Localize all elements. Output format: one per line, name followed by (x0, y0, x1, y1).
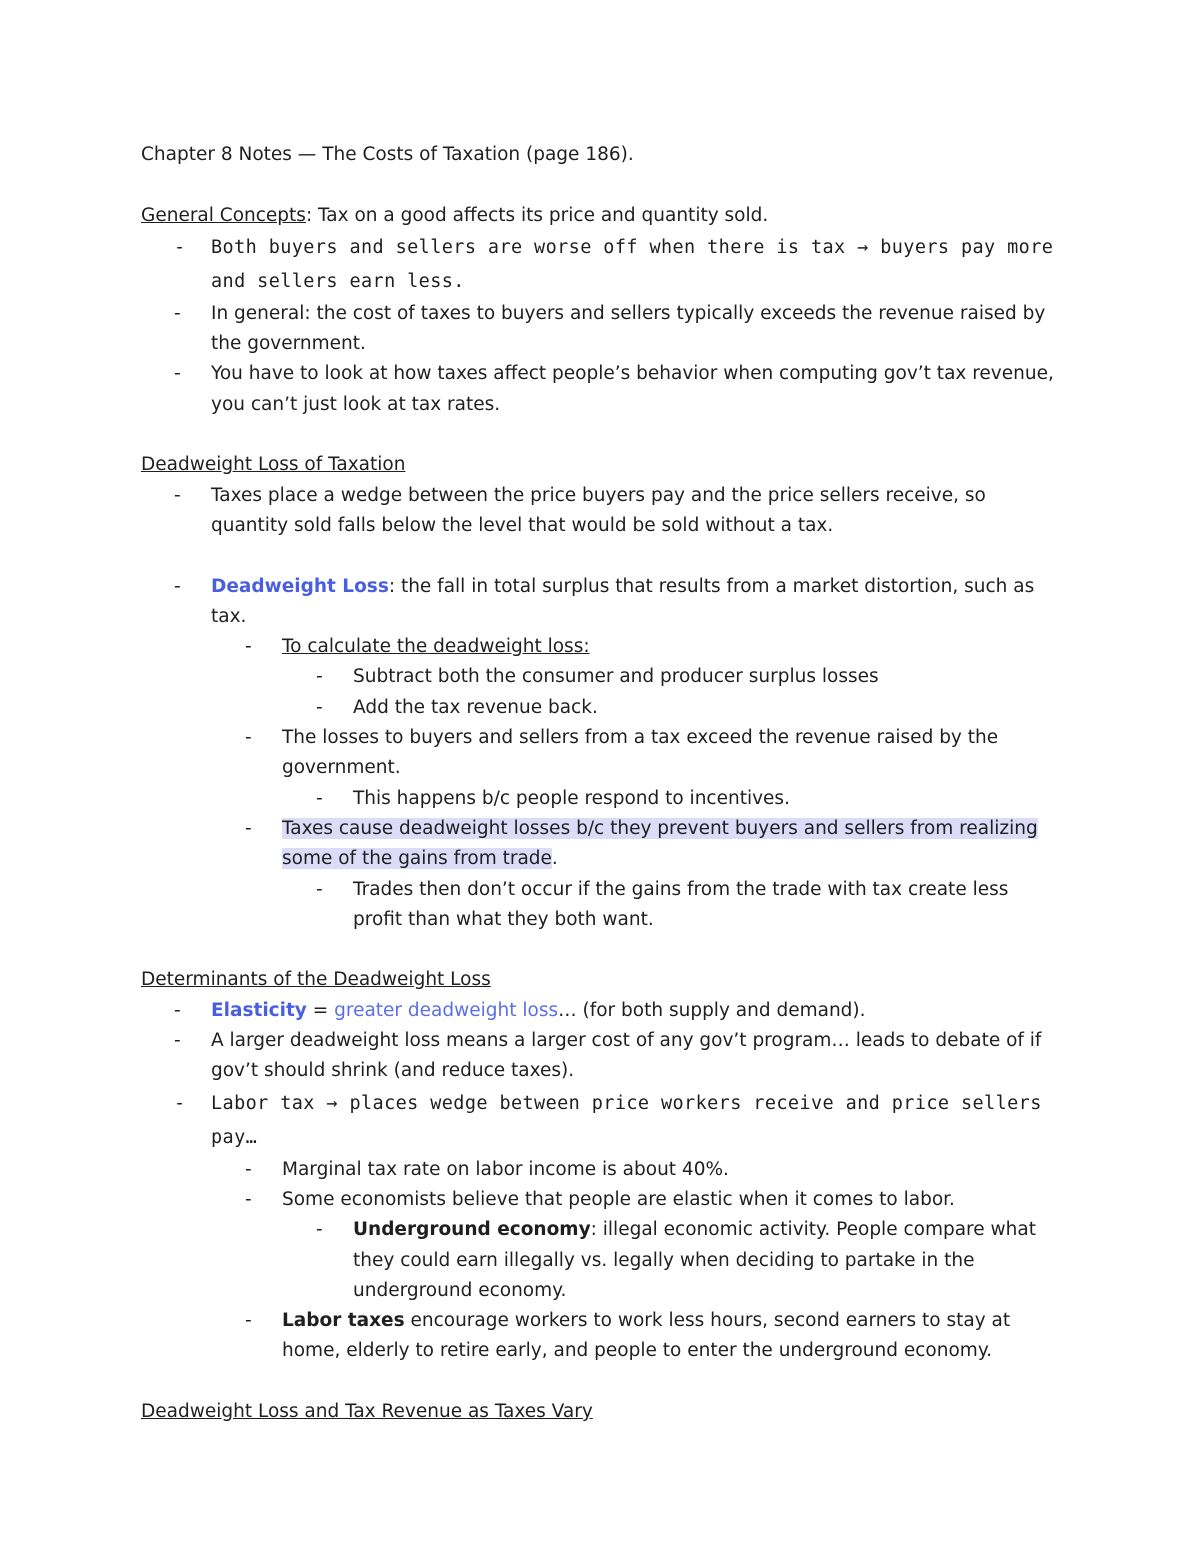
highlighted-text: Taxes cause deadweight losses b/c they prevent buyers and sellers from realizing some of the gains from trade (282, 817, 1038, 870)
list-item-text: . (551, 848, 558, 870)
labor-taxes-text: encourage workers to work less hours, second earners to stay at home, elderly to retire early, and people to enter the underground economy. (282, 1310, 1011, 1362)
elasticity-term: Elasticity (211, 999, 307, 1021)
list-item (141, 693, 1061, 723)
notes-page (141, 140, 1061, 1427)
equals-sign: = (306, 999, 335, 1021)
bullet-dash: - (316, 1219, 323, 1241)
bullet-dash: - (174, 236, 186, 258)
list-item (141, 996, 1061, 1026)
bullet-dash: - (174, 1030, 181, 1052)
general-concepts-line (141, 201, 1061, 231)
list-item-text: Add the tax revenue back. (353, 696, 598, 718)
list-item-text: Some economists believe that people are elastic when it comes to labor. (282, 1188, 955, 1210)
list-item (141, 299, 1061, 360)
list-item-text: Both buyers and sellers are worse off when there is tax → buyers pay more and sellers earn less. (211, 236, 1054, 292)
list-item (141, 1306, 1061, 1367)
deadweight-loss-term: Deadweight Loss (211, 575, 389, 597)
bullet-dash: - (316, 878, 323, 900)
list-item (141, 723, 1061, 784)
general-concepts-heading: General Concepts (141, 204, 306, 226)
list-item (141, 1215, 1061, 1306)
list-item (141, 1026, 1061, 1087)
list-item-text: This happens b/c people respond to incentives. (353, 787, 790, 809)
determinants-heading: Determinants of the Deadweight Loss (141, 969, 491, 991)
list-item (141, 359, 1061, 420)
list-item-text: A larger deadweight loss means a larger cost of any gov’t program… leads to debate of if gov’t should shrink (and reduce taxes). (211, 1030, 1042, 1082)
list-item-text: … (for both supply and demand). (558, 999, 866, 1021)
list-item-text: The losses to buyers and sellers from a tax exceed the revenue raised by the government. (282, 727, 999, 779)
list-item-text: Subtract both the consumer and producer surplus losses (353, 666, 879, 688)
list-item (141, 814, 1061, 875)
elasticity-link: greater deadweight loss (334, 999, 559, 1021)
bullet-dash: - (316, 787, 323, 809)
page-title: Chapter 8 Notes — The Costs of Taxation (page 186). (141, 144, 634, 165)
list-item (141, 481, 1061, 542)
calc-heading: To calculate the deadweight loss: (282, 636, 590, 658)
labor-taxes-term: Labor taxes (282, 1310, 405, 1332)
deadweight-loss-definition: : the fall in total surplus that results from a market distortion, such as tax. (211, 575, 1035, 627)
bullet-dash: - (174, 302, 181, 324)
list-item-text: In general: the cost of taxes to buyers and sellers typically exceeds the revenue raised by the government. (211, 302, 1046, 355)
list-item (141, 875, 1061, 936)
underground-definition: : illegal economic activity. People compare what they could earn illegally vs. legally when deciding to partake in the underground economy. (353, 1219, 1036, 1301)
list-item-text: Marginal tax rate on labor income is about 40%. (282, 1158, 729, 1180)
bullet-dash: - (245, 1310, 252, 1332)
vary-heading: Deadweight Loss and Tax Revenue as Taxes Vary (141, 1400, 593, 1422)
bullet-dash: - (245, 727, 252, 749)
bullet-dash: - (316, 666, 323, 688)
list-item (141, 231, 1061, 299)
list-item (141, 632, 1061, 662)
bullet-dash: - (174, 999, 181, 1021)
bullet-dash: - (174, 363, 181, 385)
list-item (141, 572, 1061, 633)
list-item (141, 1087, 1061, 1155)
list-item-text: Taxes place a wedge between the price buyers pay and the price sellers receive, so quantity sold falls below the level that would be sold without a tax. (211, 484, 986, 536)
list-item (141, 1185, 1061, 1215)
general-concepts-intro: : Tax on a good affects its price and quantity sold. (305, 204, 769, 226)
bullet-dash: - (174, 484, 181, 506)
bullet-dash: - (316, 696, 323, 718)
bullet-dash: - (245, 1188, 252, 1210)
list-item (141, 662, 1061, 692)
list-item-text: Labor tax → places wedge between price workers receive and price sellers pay… (211, 1092, 1042, 1148)
bullet-dash: - (174, 1092, 186, 1114)
list-item-text: Trades then don’t occur if the gains from the trade with tax create less profit than what they both want. (353, 878, 1009, 930)
bullet-dash: - (245, 636, 252, 658)
list-item-text: You have to look at how taxes affect people’s behavior when computing gov’t tax revenue, you can’t just look at tax rates. (211, 363, 1054, 415)
list-item (141, 1155, 1061, 1185)
underground-term: Underground economy (353, 1219, 591, 1241)
list-item (141, 784, 1061, 814)
bullet-dash: - (245, 1158, 252, 1180)
bullet-dash: - (174, 575, 181, 597)
bullet-dash: - (245, 817, 252, 839)
dwl-taxation-heading: Deadweight Loss of Taxation (141, 454, 406, 476)
